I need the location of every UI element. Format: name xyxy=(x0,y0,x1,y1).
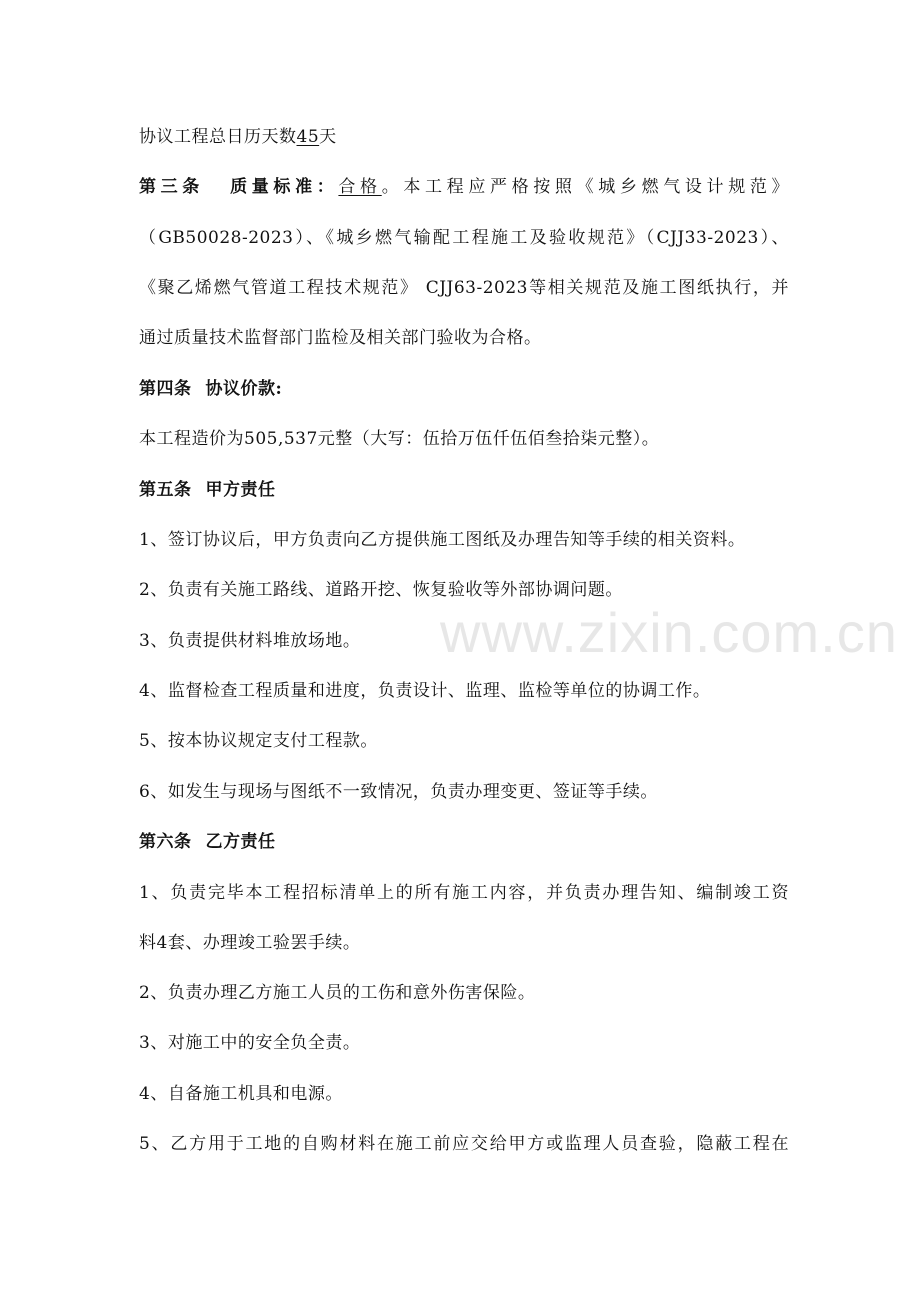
article6-item-1-line2: 料4套、办理竣工验罢手续。 xyxy=(139,933,361,953)
article3-value: 合格 xyxy=(338,177,382,197)
article3-heading: 第三条 xyxy=(139,177,204,197)
article5-item-6: 6、如发生与现场与图纸不一致情况，负责办理变更、签证等手续。 xyxy=(139,782,658,802)
article4-heading: 第四条 xyxy=(139,379,192,399)
article3-line4: 通过质量技术监督部门监检及相关部门验收为合格。 xyxy=(139,328,542,348)
article5-heading: 第五条 xyxy=(139,480,192,500)
article6-title: 乙方责任 xyxy=(205,832,276,852)
article5-item-2: 2、负责有关施工路线、道路开挖、恢复验收等外部协调问题。 xyxy=(139,580,623,600)
article6-item-3: 3、对施工中的安全负全责。 xyxy=(139,1033,361,1053)
article3-line2: （GB50028-2023）、《城乡燃气输配工程施工及验收规范》（CJJ33-2023）、 xyxy=(139,228,789,248)
article5-item-4: 4、监督检查工程质量和进度，负责设计、监理、监检等单位的协调工作。 xyxy=(139,681,711,701)
article4-heading-line xyxy=(139,376,789,402)
article4-title: 协议价款: xyxy=(205,379,283,399)
article3-line1-rest: 。本工程应严格按照《城乡燃气设计规范》 xyxy=(381,177,790,197)
article3-line1 xyxy=(139,174,789,200)
article5-item-3: 3、负责提供材料堆放场地。 xyxy=(139,631,361,651)
article5-heading-line xyxy=(139,477,789,503)
article6-item-5-line1: 5、乙方用于工地的自购材料在施工前应交给甲方或监理人员查验，隐蔽工程在 xyxy=(139,1134,789,1154)
article6-item-1-line1: 1、负责完毕本工程招标清单上的所有施工内容，并负责办理告知、编制竣工资 xyxy=(139,883,789,903)
article3-label: 质量标准： xyxy=(225,177,339,197)
watermark: www.zixin.com.cn xyxy=(440,601,898,664)
article6-item-2: 2、负责办理乙方施工人员的工伤和意外伤害保险。 xyxy=(139,983,536,1003)
article5-item-1: 1、签订协议后，甲方负责向乙方提供施工图纸及办理告知等手续的相关资料。 xyxy=(139,530,746,550)
article6-heading-line xyxy=(139,829,789,855)
duration-days: 45 xyxy=(296,127,320,147)
article6-item-4: 4、自备施工机具和电源。 xyxy=(139,1084,343,1104)
article6-heading: 第六条 xyxy=(139,832,192,852)
article5-item-5: 5、按本协议规定支付工程款。 xyxy=(139,731,378,751)
duration-text: 协议工程总日历天数 xyxy=(139,127,297,147)
article3-line3: 《聚乙烯燃气管道工程技术规范》 CJJ63-2023等相关规范及施工图纸执行，并 xyxy=(139,278,789,298)
duration-unit: 天 xyxy=(319,127,337,147)
duration-paragraph xyxy=(139,124,789,150)
article5-title: 甲方责任 xyxy=(205,480,276,500)
article4-price: 本工程造价为505,537元整（大写：伍拾万伍仟伍佰叁拾柒元整）。 xyxy=(139,429,660,449)
